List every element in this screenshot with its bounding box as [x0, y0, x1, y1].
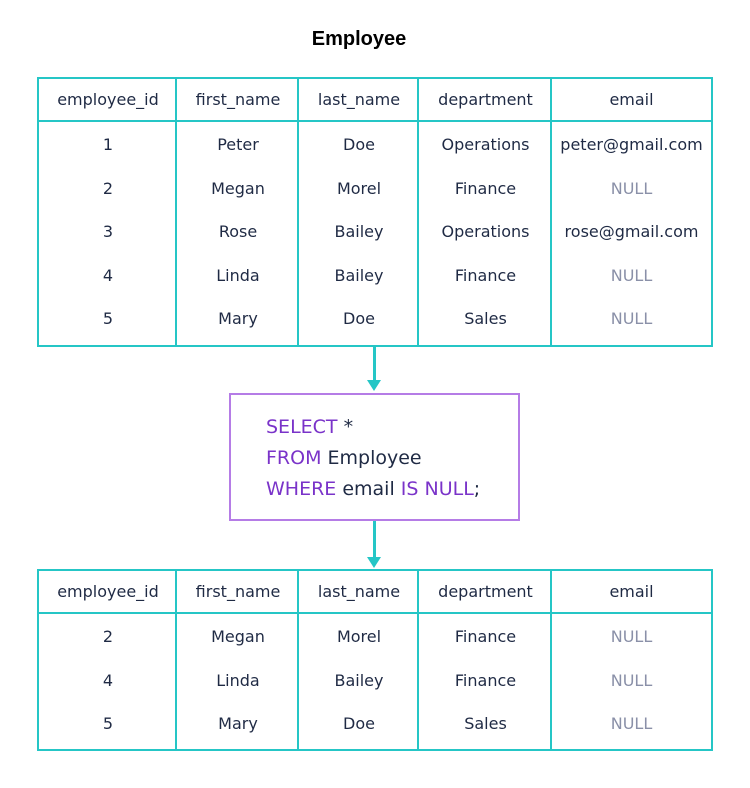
cell-employee-id: 4 [102, 265, 114, 285]
sql-query-box [229, 393, 520, 521]
column-divider [297, 79, 299, 345]
arrow-down-icon [367, 557, 381, 568]
cell-employee-id: 3 [102, 222, 114, 242]
arrow-shaft [373, 521, 376, 557]
table-header-row [39, 571, 711, 614]
result-table [37, 569, 713, 751]
header-department: department [438, 582, 533, 601]
table-row [39, 167, 711, 211]
cell-department: Operations [441, 222, 530, 242]
cell-first-name: Mary [218, 714, 258, 734]
column-divider [175, 79, 177, 345]
cell-department: Finance [454, 627, 517, 647]
keyword-is-null: IS NULL [400, 478, 474, 500]
cell-first-name: Megan [211, 627, 265, 647]
cell-first-name: Rose [218, 222, 258, 242]
cell-email: NULL [610, 670, 653, 690]
cell-email: peter@gmail.com [560, 135, 703, 155]
cell-last-name: Bailey [334, 670, 384, 690]
cell-employee-id: 2 [102, 178, 114, 198]
table-row [39, 210, 711, 254]
header-last-name: last_name [317, 582, 401, 601]
header-email: email [609, 90, 654, 109]
table-row [39, 702, 711, 746]
column-divider [550, 79, 552, 345]
cell-department: Finance [454, 265, 517, 285]
cell-department: Finance [454, 670, 517, 690]
header-email: email [609, 582, 654, 601]
cell-last-name: Doe [343, 714, 375, 734]
header-first-name: first_name [195, 582, 281, 601]
cell-department: Finance [454, 178, 517, 198]
cell-email: NULL [610, 265, 653, 285]
keyword-from: FROM [266, 447, 322, 469]
table-row [39, 614, 711, 659]
query-text: ; [473, 478, 481, 500]
query-text: email [336, 478, 401, 500]
cell-email: NULL [610, 309, 653, 329]
cell-email: NULL [610, 178, 653, 198]
table-header-row [39, 79, 711, 122]
column-divider [550, 571, 552, 749]
header-first-name: first_name [195, 90, 281, 109]
cell-employee-id: 2 [102, 627, 114, 647]
table-row [39, 122, 711, 167]
table-row [39, 297, 711, 341]
cell-employee-id: 4 [102, 670, 114, 690]
query-text: Employee [321, 447, 422, 469]
cell-last-name: Morel [336, 178, 382, 198]
cell-employee-id: 1 [102, 135, 114, 155]
column-divider [175, 571, 177, 749]
table-row [39, 254, 711, 298]
query-line-from [266, 443, 518, 474]
query-line-where [266, 474, 518, 505]
input-table [37, 77, 713, 347]
cell-employee-id: 5 [102, 714, 114, 734]
cell-last-name: Morel [336, 627, 382, 647]
header-last-name: last_name [317, 90, 401, 109]
keyword-select: SELECT [266, 416, 338, 438]
cell-first-name: Linda [216, 670, 260, 690]
cell-last-name: Doe [343, 135, 375, 155]
cell-first-name: Peter [217, 135, 259, 155]
header-department: department [438, 90, 533, 109]
cell-department: Operations [441, 135, 530, 155]
arrow-shaft [373, 346, 376, 380]
column-divider [417, 79, 419, 345]
cell-first-name: Megan [211, 178, 265, 198]
cell-department: Sales [464, 309, 507, 329]
keyword-where: WHERE [266, 478, 337, 500]
header-employee-id: employee_id [57, 90, 159, 109]
query-text: * [337, 416, 354, 438]
cell-email: NULL [610, 714, 653, 734]
arrow-down-icon [367, 380, 381, 391]
header-employee-id: employee_id [57, 582, 159, 601]
cell-email: NULL [610, 627, 653, 647]
diagram-title: Employee [311, 28, 407, 50]
cell-first-name: Linda [216, 265, 260, 285]
cell-last-name: Bailey [334, 265, 384, 285]
cell-email: rose@gmail.com [564, 222, 699, 242]
cell-first-name: Mary [218, 309, 258, 329]
query-line-select [266, 412, 518, 443]
cell-last-name: Bailey [334, 222, 384, 242]
cell-department: Sales [464, 714, 507, 734]
column-divider [417, 571, 419, 749]
table-row [39, 659, 711, 703]
column-divider [297, 571, 299, 749]
cell-last-name: Doe [343, 309, 375, 329]
cell-employee-id: 5 [102, 309, 114, 329]
